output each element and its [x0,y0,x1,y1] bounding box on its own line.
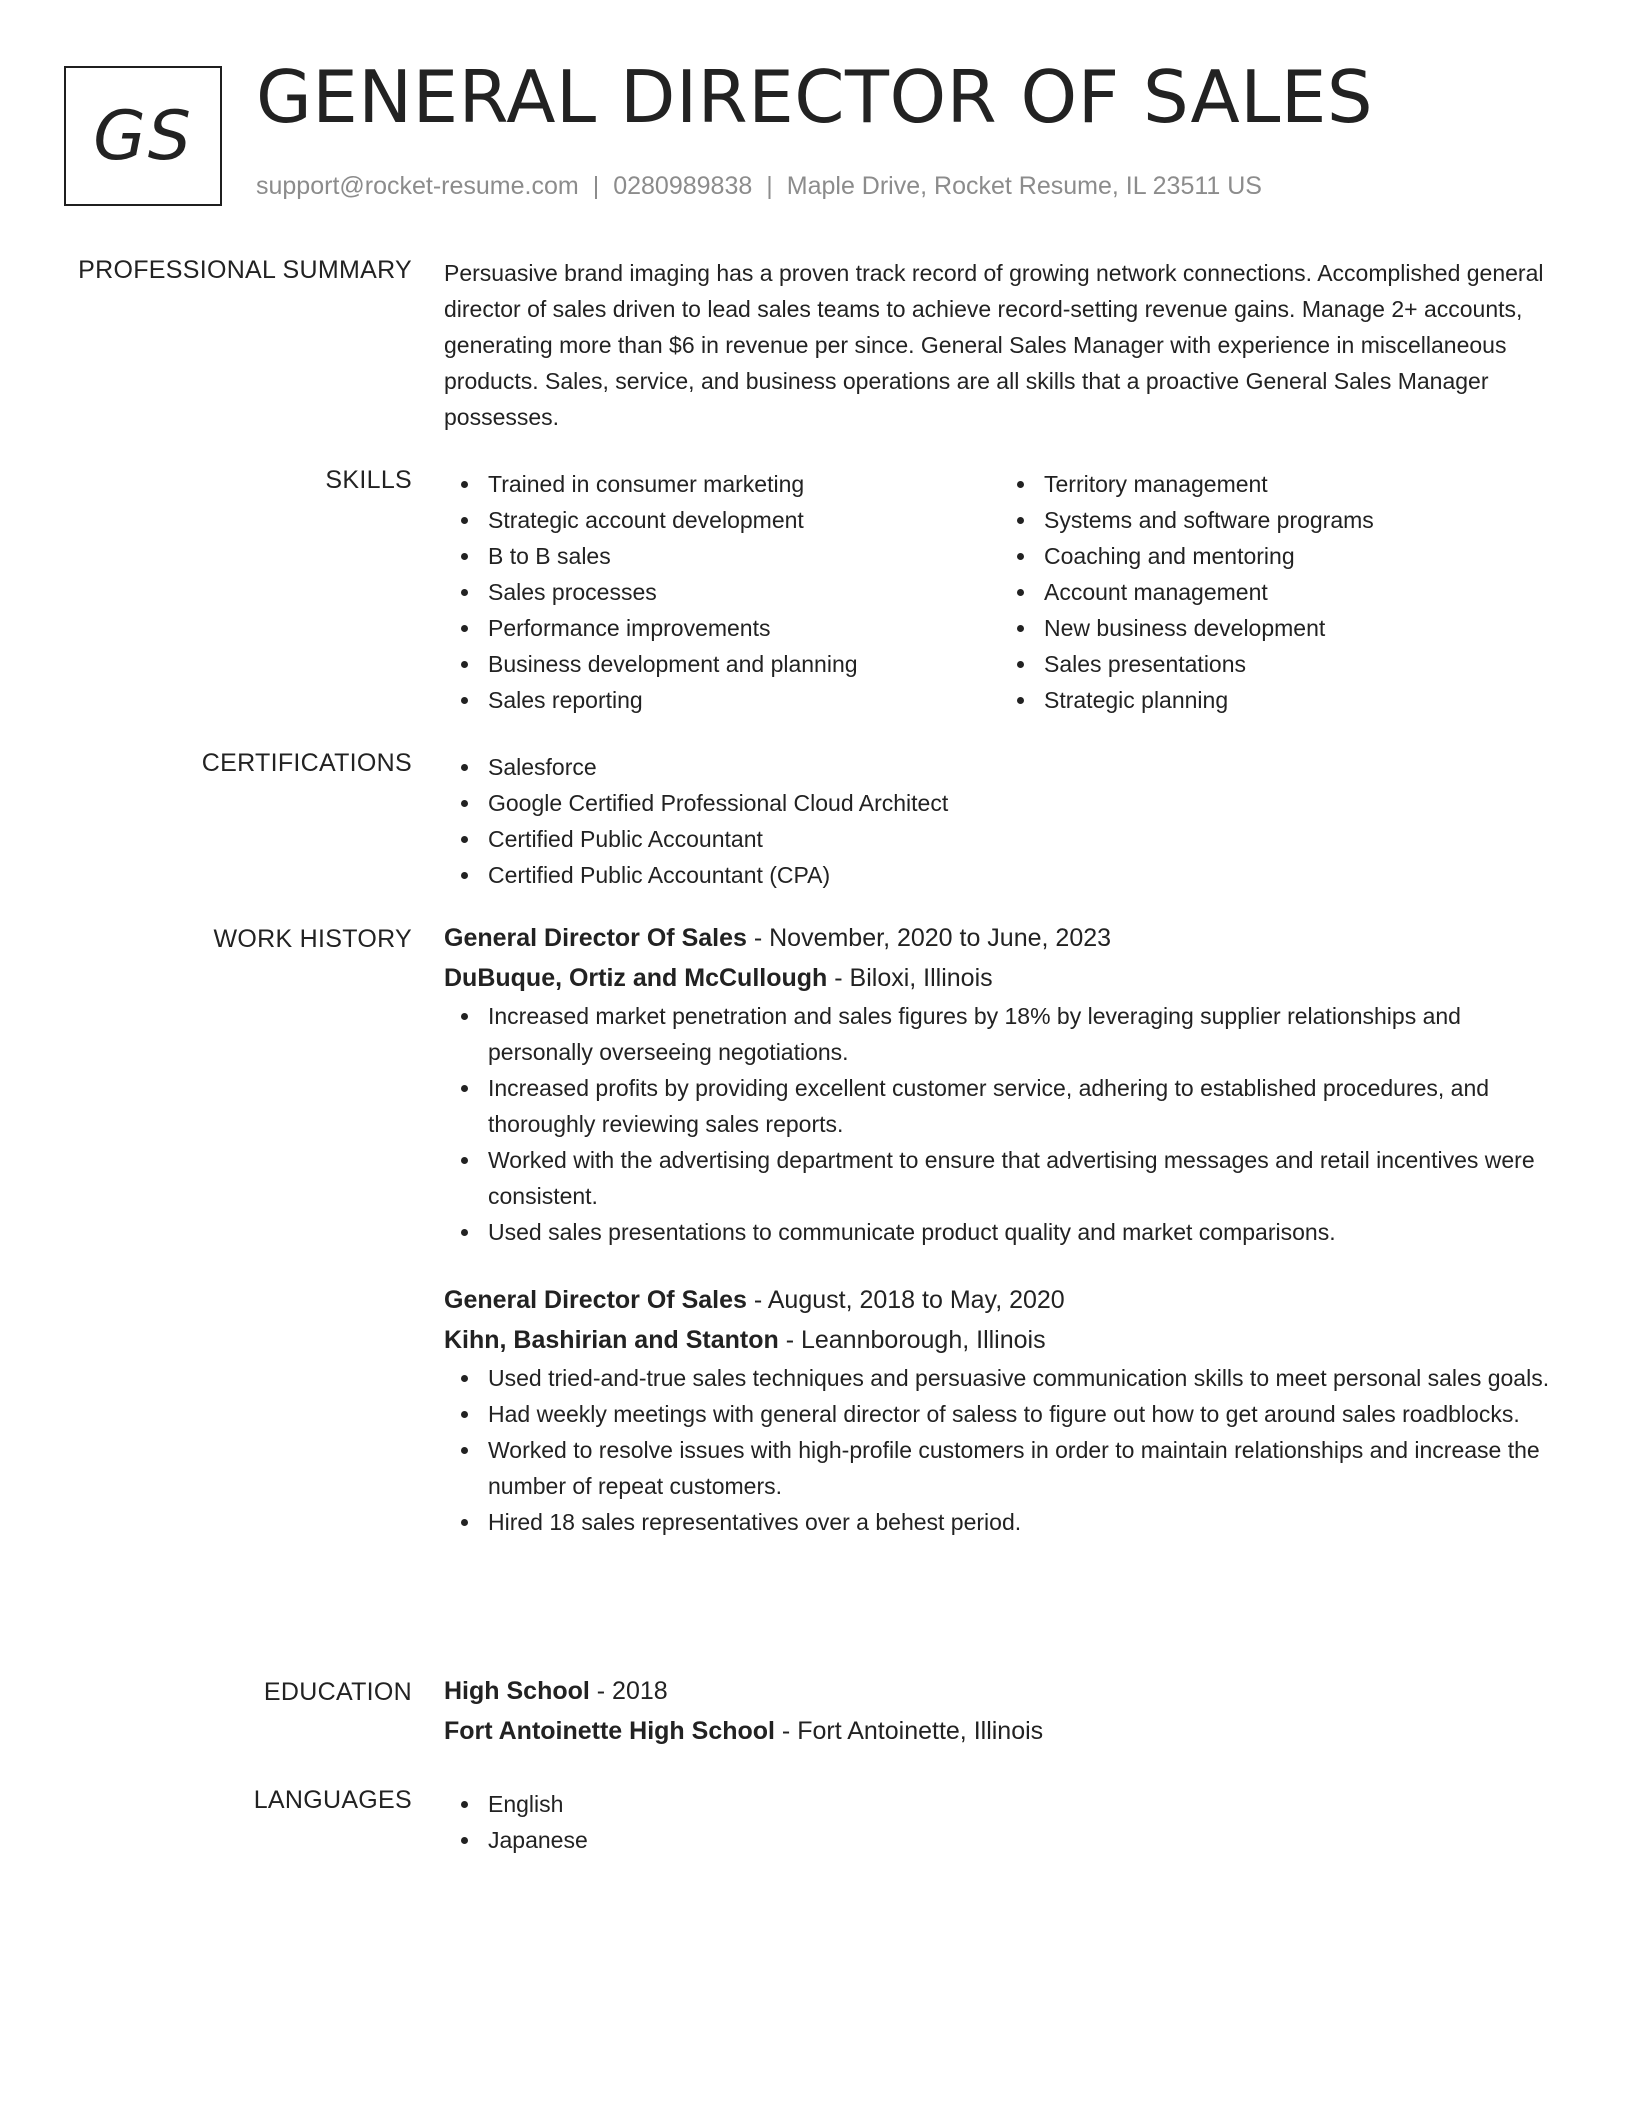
summary-text: Persuasive brand imaging has a proven track record of growing network connections. Accomplished general director of sales driven to lead sales teams to achieve record-setting revenue gains. Manage 2+ accounts, generating more than $6 in revenue per since. General Sales Manager with experience in miscellaneous products. Sales, service, and business operations are all skills that a proactive General Sales Manager possesses. [444,260,1544,430]
job-duty: Hired 18 sales representatives over a behest period. [488,1504,1556,1540]
contact-phone[interactable]: 0280989838 [613,172,753,200]
job-duties-list [444,1360,1556,1540]
certifications-heading: CERTIFICATIONS [201,749,412,777]
monogram-box [64,66,222,206]
job-entry [444,918,1556,1250]
job-title: General Director Of Sales [444,1286,747,1314]
monogram-initials: GS [93,96,193,176]
skills-heading: SKILLS [325,466,412,494]
contact-email[interactable]: support@rocket-resume.com [256,172,579,200]
education-degree-line [444,1671,1556,1711]
skill-item: Strategic planning [1044,682,1556,718]
skill-item: Sales presentations [1044,646,1556,682]
job-duty: Worked with the advertising department to ensure that advertising messages and retail incentives were consistent. [488,1142,1556,1214]
skills-list-right [1000,466,1556,718]
job-location: - Leannborough, Illinois [778,1326,1046,1354]
job-company-line [444,958,1556,998]
education-year: - 2018 [589,1677,668,1705]
work-history-heading: WORK HISTORY [213,925,412,953]
skill-item: Strategic account development [488,502,1000,538]
job-dates: - November, 2020 to June, 2023 [746,924,1112,952]
contact-address: Maple Drive, Rocket Resume, IL 23511 US [786,172,1262,200]
job-entry [444,1280,1556,1540]
skill-item: Coaching and mentoring [1044,538,1556,574]
contact-line [256,172,1262,201]
skill-item: Account management [1044,574,1556,610]
skill-item: B to B sales [488,538,1000,574]
contact-separator: | [592,172,600,200]
education-degree: High School [444,1677,590,1705]
languages-heading: LANGUAGES [253,1786,412,1814]
job-duty: Increased market penetration and sales figures by 18% by leveraging supplier relationships and personally overseeing negotiations. [488,998,1556,1070]
education-school-line [444,1711,1556,1751]
job-company: DuBuque, Ortiz and McCullough [444,964,828,992]
job-title-line [444,918,1556,958]
language-item: English [488,1786,1556,1822]
skill-item: Performance improvements [488,610,1000,646]
certification-item: Certified Public Accountant (CPA) [488,857,1556,893]
skill-item: Business development and planning [488,646,1000,682]
resume-name: GENERAL DIRECTOR OF SALES [256,55,1374,139]
summary-heading: PROFESSIONAL SUMMARY [78,256,412,284]
certifications-list [444,749,1556,893]
skill-item: Territory management [1044,466,1556,502]
education-school: Fort Antoinette High School [444,1717,775,1745]
skill-item: Trained in consumer marketing [488,466,1000,502]
skills-columns [444,466,1556,718]
skills-list-left [444,466,1000,718]
job-company-line [444,1320,1556,1360]
job-duty: Worked to resolve issues with high-profile customers in order to maintain relationships and increase the number of repeat customers. [488,1432,1556,1504]
contact-separator: | [766,172,773,200]
job-duties-list [444,998,1556,1250]
certification-item: Google Certified Professional Cloud Architect [488,785,1556,821]
education-heading: EDUCATION [263,1678,412,1706]
education-location: - Fort Antoinette, Illinois [774,1717,1044,1745]
certification-item: Certified Public Accountant [488,821,1556,857]
languages-list [444,1786,1556,1858]
skill-item: New business development [1044,610,1556,646]
skill-item: Systems and software programs [1044,502,1556,538]
skill-item: Sales processes [488,574,1000,610]
job-company: Kihn, Bashirian and Stanton [444,1326,779,1354]
job-location: - Biloxi, Illinois [827,964,993,992]
job-title: General Director Of Sales [444,924,747,952]
certification-item: Salesforce [488,749,1556,785]
job-duty: Had weekly meetings with general director of saless to figure out how to get around sales roadblocks. [488,1396,1556,1432]
job-dates: - August, 2018 to May, 2020 [746,1286,1065,1314]
job-duty: Increased profits by providing excellent customer service, adhering to established procedures, and thoroughly reviewing sales reports. [488,1070,1556,1142]
job-duty: Used sales presentations to communicate product quality and market comparisons. [488,1214,1556,1250]
language-item: Japanese [488,1822,1556,1858]
skill-item: Sales reporting [488,682,1000,718]
job-duty: Used tried-and-true sales techniques and persuasive communication skills to meet personal sales goals. [488,1360,1556,1396]
job-title-line [444,1280,1556,1320]
